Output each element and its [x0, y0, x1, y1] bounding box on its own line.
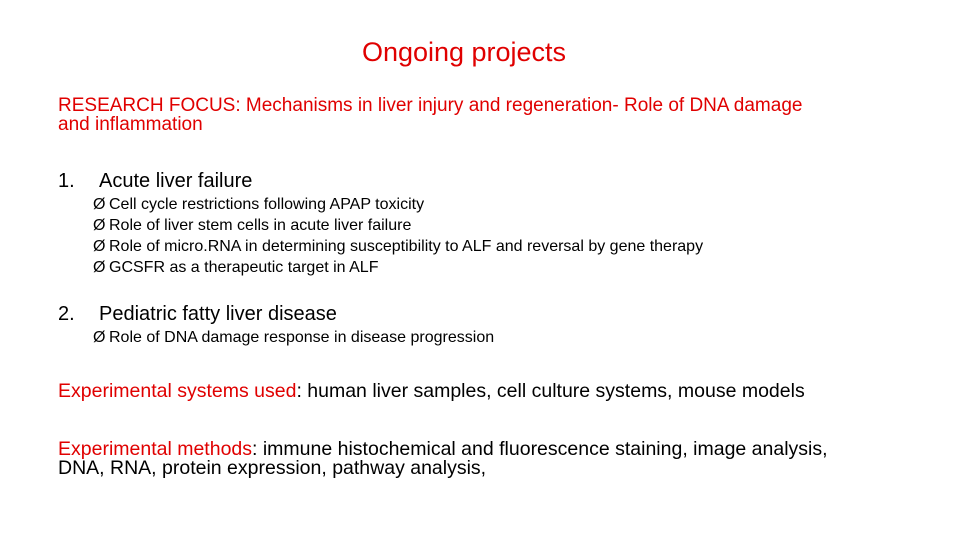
bullet-list-acute-liver-failure [93, 194, 703, 278]
list-item: Ø Role of micro.RNA in determining susceptibility to ALF and reversal by gene therapy [93, 238, 704, 255]
arrow-bullet-icon: Ø [93, 259, 106, 276]
section-number: 1. [58, 170, 75, 192]
section-heading-acute-liver-failure [58, 170, 252, 193]
section-heading-pediatric-fatty-liver [58, 303, 337, 326]
slide-title: Ongoing projects [361, 37, 567, 67]
research-focus-line-2: and inflammation [58, 114, 203, 135]
experimental-systems-label: Experimental systems used [58, 380, 297, 402]
research-focus-line-1: RESEARCH FOCUS: Mechanisms in liver injury and regeneration- Role of DNA damage [58, 95, 803, 116]
list-item: Ø Role of DNA damage response in disease progression [93, 329, 495, 346]
arrow-bullet-icon: Ø [93, 329, 106, 346]
list-item: Ø GCSFR as a therapeutic target in ALF [93, 259, 379, 276]
section-title: Acute liver failure [99, 170, 253, 192]
experimental-methods-text-2: DNA, RNA, protein expression, pathway analysis, [58, 457, 487, 479]
section-number: 2. [58, 303, 75, 325]
list-item: Ø Cell cycle restrictions following APAP toxicity [93, 196, 425, 213]
research-focus [58, 96, 802, 134]
experimental-methods [58, 440, 828, 478]
arrow-bullet-icon: Ø [93, 238, 106, 255]
section-title: Pediatric fatty liver disease [99, 303, 337, 325]
experimental-systems [58, 382, 805, 401]
experimental-methods-label: Experimental methods [58, 438, 253, 460]
experimental-methods-text-1: : immune histochemical and fluorescence staining, image analysis, [252, 438, 828, 460]
experimental-systems-text: : human liver samples, cell culture systems, mouse models [296, 380, 805, 402]
bullet-list-pediatric-fatty-liver [93, 327, 494, 348]
arrow-bullet-icon: Ø [93, 217, 106, 234]
arrow-bullet-icon: Ø [93, 196, 106, 213]
list-item: Ø Role of liver stem cells in acute liver failure [93, 217, 412, 234]
